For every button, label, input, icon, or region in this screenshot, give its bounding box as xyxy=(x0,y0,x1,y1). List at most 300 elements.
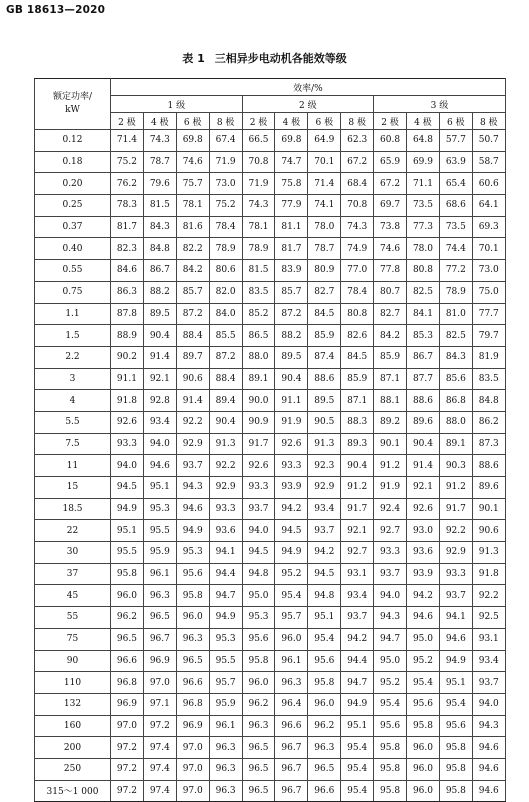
efficiency-cell: 97.0 xyxy=(176,780,209,802)
efficiency-cell: 89.7 xyxy=(176,346,209,368)
table-row xyxy=(35,672,506,694)
efficiency-cell: 58.7 xyxy=(472,151,505,173)
efficiency-cell: 91.8 xyxy=(111,390,144,412)
power-cell: 15 xyxy=(35,477,111,499)
efficiency-cell: 93.9 xyxy=(407,563,440,585)
efficiency-cell: 73.0 xyxy=(209,173,242,195)
efficiency-cell: 69.8 xyxy=(275,130,308,152)
efficiency-cell: 85.6 xyxy=(439,368,472,390)
efficiency-cell: 75.8 xyxy=(275,173,308,195)
efficiency-cell: 94.6 xyxy=(143,455,176,477)
efficiency-cell: 95.2 xyxy=(407,650,440,672)
efficiency-cell: 78.4 xyxy=(209,216,242,238)
power-cell: 0.20 xyxy=(35,173,111,195)
efficiency-cell: 96.2 xyxy=(111,607,144,629)
table-row xyxy=(35,216,506,238)
efficiency-cell: 62.3 xyxy=(341,130,374,152)
power-cell: 90 xyxy=(35,650,111,672)
table-row xyxy=(35,498,506,520)
efficiency-cell: 67.4 xyxy=(209,130,242,152)
efficiency-cell: 93.0 xyxy=(407,520,440,542)
efficiency-cell: 93.6 xyxy=(407,542,440,564)
pole-header: 8 极 xyxy=(472,113,505,130)
power-cell: 0.37 xyxy=(35,216,111,238)
efficiency-cell: 92.1 xyxy=(341,520,374,542)
efficiency-cell: 92.6 xyxy=(407,498,440,520)
efficiency-cell: 93.7 xyxy=(242,498,275,520)
efficiency-cell: 75.0 xyxy=(472,281,505,303)
pole-header: 2 极 xyxy=(242,113,275,130)
efficiency-cell: 82.7 xyxy=(308,281,341,303)
efficiency-cell: 93.3 xyxy=(209,498,242,520)
efficiency-cell: 90.4 xyxy=(341,455,374,477)
efficiency-cell: 94.5 xyxy=(308,563,341,585)
efficiency-cell: 78.0 xyxy=(407,238,440,260)
efficiency-cell: 94.6 xyxy=(472,780,505,802)
power-cell: 0.12 xyxy=(35,130,111,152)
efficiency-cell: 91.9 xyxy=(275,411,308,433)
table-row xyxy=(35,758,506,780)
efficiency-cell: 77.2 xyxy=(439,260,472,282)
efficiency-cell: 86.2 xyxy=(472,411,505,433)
efficiency-cell: 95.3 xyxy=(209,628,242,650)
efficiency-cell: 91.9 xyxy=(374,477,407,499)
table-row xyxy=(35,628,506,650)
efficiency-cell: 94.2 xyxy=(308,542,341,564)
efficiency-cell: 85.9 xyxy=(308,325,341,347)
efficiency-cell: 69.7 xyxy=(374,195,407,217)
efficiency-cell: 86.7 xyxy=(407,346,440,368)
efficiency-cell: 87.1 xyxy=(374,368,407,390)
efficiency-cell: 71.4 xyxy=(111,130,144,152)
efficiency-cell: 60.6 xyxy=(472,173,505,195)
efficiency-cell: 96.9 xyxy=(176,715,209,737)
efficiency-cell: 94.0 xyxy=(111,455,144,477)
efficiency-cell: 87.2 xyxy=(176,303,209,325)
pole-header: 6 极 xyxy=(308,113,341,130)
efficiency-cell: 91.2 xyxy=(341,477,374,499)
efficiency-cell: 91.1 xyxy=(275,390,308,412)
table-row xyxy=(35,737,506,759)
table-row xyxy=(35,455,506,477)
efficiency-cell: 95.3 xyxy=(143,498,176,520)
efficiency-cell: 96.5 xyxy=(111,628,144,650)
efficiency-cell: 67.2 xyxy=(374,173,407,195)
efficiency-cell: 90.0 xyxy=(242,390,275,412)
efficiency-cell: 75.7 xyxy=(176,173,209,195)
efficiency-cell: 94.7 xyxy=(209,585,242,607)
efficiency-cell: 89.6 xyxy=(407,411,440,433)
efficiency-cell: 96.6 xyxy=(176,672,209,694)
efficiency-cell: 81.7 xyxy=(111,216,144,238)
efficiency-cell: 96.5 xyxy=(308,758,341,780)
efficiency-cell: 78.3 xyxy=(111,195,144,217)
efficiency-cell: 84.8 xyxy=(472,390,505,412)
efficiency-cell: 86.3 xyxy=(111,281,144,303)
power-cell: 250 xyxy=(35,758,111,780)
efficiency-cell: 93.7 xyxy=(374,563,407,585)
pole-header: 4 极 xyxy=(407,113,440,130)
power-cell: 7.5 xyxy=(35,433,111,455)
efficiency-cell: 96.5 xyxy=(176,650,209,672)
power-cell: 37 xyxy=(35,563,111,585)
table-row xyxy=(35,433,506,455)
power-cell: 110 xyxy=(35,672,111,694)
efficiency-group-header: 效率/% xyxy=(111,79,506,96)
efficiency-cell: 95.8 xyxy=(407,715,440,737)
efficiency-cell: 85.7 xyxy=(176,281,209,303)
efficiency-cell: 95.4 xyxy=(308,628,341,650)
efficiency-cell: 94.7 xyxy=(341,672,374,694)
efficiency-cell: 78.1 xyxy=(176,195,209,217)
efficiency-cell: 96.4 xyxy=(275,693,308,715)
pole-header: 8 极 xyxy=(209,113,242,130)
efficiency-cell: 87.7 xyxy=(407,368,440,390)
efficiency-cell: 70.1 xyxy=(308,151,341,173)
efficiency-cell: 77.9 xyxy=(275,195,308,217)
efficiency-cell: 96.5 xyxy=(242,780,275,802)
efficiency-cell: 91.1 xyxy=(111,368,144,390)
efficiency-cell: 96.3 xyxy=(209,780,242,802)
efficiency-cell: 88.6 xyxy=(407,390,440,412)
efficiency-cell: 95.1 xyxy=(439,672,472,694)
efficiency-cell: 92.2 xyxy=(439,520,472,542)
efficiency-cell: 88.3 xyxy=(341,411,374,433)
efficiency-cell: 96.1 xyxy=(209,715,242,737)
efficiency-cell: 78.9 xyxy=(439,281,472,303)
efficiency-cell: 84.8 xyxy=(143,238,176,260)
efficiency-cell: 57.7 xyxy=(439,130,472,152)
table-row xyxy=(35,563,506,585)
efficiency-cell: 96.3 xyxy=(242,715,275,737)
efficiency-cell: 96.0 xyxy=(407,758,440,780)
efficiency-cell: 92.2 xyxy=(176,411,209,433)
efficiency-cell: 96.6 xyxy=(275,715,308,737)
efficiency-cell: 92.2 xyxy=(209,455,242,477)
efficiency-cell: 69.9 xyxy=(407,151,440,173)
efficiency-cell: 94.2 xyxy=(407,585,440,607)
efficiency-cell: 97.1 xyxy=(143,693,176,715)
efficiency-cell: 85.3 xyxy=(407,325,440,347)
efficiency-cell: 79.6 xyxy=(143,173,176,195)
efficiency-cell: 96.3 xyxy=(176,628,209,650)
efficiency-cell: 96.0 xyxy=(242,672,275,694)
efficiency-cell: 88.0 xyxy=(439,411,472,433)
efficiency-cell: 97.0 xyxy=(143,672,176,694)
efficiency-cell: 74.3 xyxy=(341,216,374,238)
table-row xyxy=(35,368,506,390)
efficiency-cell: 66.5 xyxy=(242,130,275,152)
efficiency-cell: 90.4 xyxy=(275,368,308,390)
table-row xyxy=(35,477,506,499)
table-body xyxy=(35,130,506,802)
efficiency-cell: 94.2 xyxy=(275,498,308,520)
efficiency-cell: 92.4 xyxy=(374,498,407,520)
power-cell: 160 xyxy=(35,715,111,737)
efficiency-cell: 90.5 xyxy=(308,411,341,433)
power-cell: 55 xyxy=(35,607,111,629)
efficiency-cell: 94.9 xyxy=(209,607,242,629)
efficiency-cell: 95.5 xyxy=(209,650,242,672)
pole-header: 4 极 xyxy=(143,113,176,130)
efficiency-cell: 94.5 xyxy=(242,542,275,564)
table-row xyxy=(35,346,506,368)
efficiency-cell: 90.2 xyxy=(111,346,144,368)
efficiency-cell: 95.8 xyxy=(308,672,341,694)
efficiency-cell: 96.3 xyxy=(143,585,176,607)
efficiency-cell: 83.5 xyxy=(242,281,275,303)
efficiency-cell: 84.6 xyxy=(111,260,144,282)
efficiency-cell: 95.9 xyxy=(143,542,176,564)
efficiency-cell: 84.2 xyxy=(176,260,209,282)
pole-header: 6 极 xyxy=(176,113,209,130)
efficiency-cell: 78.7 xyxy=(143,151,176,173)
efficiency-cell: 96.7 xyxy=(275,780,308,802)
efficiency-cell: 85.9 xyxy=(374,346,407,368)
efficiency-cell: 89.1 xyxy=(242,368,275,390)
efficiency-cell: 95.4 xyxy=(341,737,374,759)
pole-header: 6 极 xyxy=(439,113,472,130)
efficiency-cell: 93.4 xyxy=(143,411,176,433)
efficiency-cell: 74.3 xyxy=(242,195,275,217)
efficiency-cell: 92.5 xyxy=(472,607,505,629)
efficiency-cell: 90.1 xyxy=(472,498,505,520)
grade-header: 1 级 xyxy=(111,96,243,113)
rated-power-label: 额定功率/ xyxy=(52,92,93,102)
efficiency-cell: 94.4 xyxy=(341,650,374,672)
efficiency-cell: 95.7 xyxy=(209,672,242,694)
efficiency-cell: 74.7 xyxy=(275,151,308,173)
efficiency-cell: 91.4 xyxy=(407,455,440,477)
efficiency-cell: 94.9 xyxy=(439,650,472,672)
power-cell: 0.25 xyxy=(35,195,111,217)
efficiency-cell: 95.8 xyxy=(111,563,144,585)
efficiency-cell: 85.9 xyxy=(341,368,374,390)
efficiency-cell: 92.9 xyxy=(439,542,472,564)
efficiency-cell: 81.7 xyxy=(275,238,308,260)
efficiency-cell: 65.4 xyxy=(439,173,472,195)
efficiency-cell: 78.1 xyxy=(242,216,275,238)
efficiency-cell: 96.7 xyxy=(143,628,176,650)
efficiency-cell: 95.8 xyxy=(439,737,472,759)
efficiency-cell: 89.5 xyxy=(143,303,176,325)
efficiency-cell: 91.3 xyxy=(209,433,242,455)
efficiency-cell: 96.7 xyxy=(275,737,308,759)
efficiency-cell: 94.8 xyxy=(242,563,275,585)
efficiency-cell: 88.2 xyxy=(275,325,308,347)
efficiency-cell: 92.8 xyxy=(143,390,176,412)
efficiency-cell: 82.6 xyxy=(341,325,374,347)
efficiency-cell: 93.4 xyxy=(341,585,374,607)
efficiency-cell: 82.2 xyxy=(176,238,209,260)
efficiency-cell: 77.3 xyxy=(407,216,440,238)
pole-header: 2 极 xyxy=(374,113,407,130)
table-row xyxy=(35,238,506,260)
efficiency-cell: 94.9 xyxy=(275,542,308,564)
efficiency-cell: 85.5 xyxy=(209,325,242,347)
power-cell: 2.2 xyxy=(35,346,111,368)
efficiency-cell: 97.0 xyxy=(176,737,209,759)
efficiency-cell: 91.3 xyxy=(308,433,341,455)
table-row xyxy=(35,260,506,282)
efficiency-cell: 88.9 xyxy=(111,325,144,347)
efficiency-cell: 74.1 xyxy=(308,195,341,217)
efficiency-cell: 91.4 xyxy=(143,346,176,368)
efficiency-cell: 90.1 xyxy=(374,433,407,455)
efficiency-cell: 94.6 xyxy=(472,758,505,780)
efficiency-cell: 92.1 xyxy=(143,368,176,390)
efficiency-cell: 85.7 xyxy=(275,281,308,303)
efficiency-cell: 94.0 xyxy=(374,585,407,607)
efficiency-cell: 82.7 xyxy=(374,303,407,325)
efficiency-cell: 90.4 xyxy=(209,411,242,433)
efficiency-cell: 94.6 xyxy=(472,737,505,759)
efficiency-cell: 93.3 xyxy=(242,477,275,499)
table-row xyxy=(35,520,506,542)
efficiency-cell: 80.7 xyxy=(374,281,407,303)
efficiency-cell: 60.8 xyxy=(374,130,407,152)
efficiency-cell: 96.3 xyxy=(209,737,242,759)
table-row xyxy=(35,325,506,347)
efficiency-cell: 89.6 xyxy=(472,477,505,499)
efficiency-cell: 94.6 xyxy=(407,607,440,629)
efficiency-cell: 70.8 xyxy=(242,151,275,173)
efficiency-cell: 96.0 xyxy=(407,737,440,759)
efficiency-cell: 91.3 xyxy=(472,542,505,564)
table-row xyxy=(35,411,506,433)
power-cell: 315～1 000 xyxy=(35,780,111,802)
efficiency-cell: 88.1 xyxy=(374,390,407,412)
table-row xyxy=(35,542,506,564)
efficiency-cell: 84.3 xyxy=(143,216,176,238)
efficiency-cell: 83.9 xyxy=(275,260,308,282)
efficiency-cell: 81.5 xyxy=(143,195,176,217)
efficiency-cell: 68.6 xyxy=(439,195,472,217)
efficiency-cell: 95.1 xyxy=(143,477,176,499)
table-row xyxy=(35,693,506,715)
efficiency-cell: 91.2 xyxy=(374,455,407,477)
power-cell: 0.18 xyxy=(35,151,111,173)
efficiency-cell: 92.9 xyxy=(209,477,242,499)
efficiency-cell: 86.8 xyxy=(439,390,472,412)
efficiency-cell: 84.1 xyxy=(407,303,440,325)
efficiency-cell: 91.7 xyxy=(439,498,472,520)
efficiency-cell: 75.2 xyxy=(209,195,242,217)
efficiency-cell: 97.0 xyxy=(111,715,144,737)
efficiency-cell: 90.9 xyxy=(242,411,275,433)
efficiency-cell: 94.7 xyxy=(374,628,407,650)
efficiency-cell: 77.0 xyxy=(341,260,374,282)
efficiency-cell: 95.4 xyxy=(275,585,308,607)
efficiency-cell: 96.0 xyxy=(176,607,209,629)
efficiency-cell: 96.8 xyxy=(176,693,209,715)
power-cell: 1.1 xyxy=(35,303,111,325)
efficiency-cell: 78.9 xyxy=(209,238,242,260)
efficiency-cell: 95.2 xyxy=(275,563,308,585)
pole-header: 8 极 xyxy=(341,113,374,130)
power-cell: 1.5 xyxy=(35,325,111,347)
efficiency-cell: 88.0 xyxy=(242,346,275,368)
efficiency-cell: 83.5 xyxy=(472,368,505,390)
efficiency-cell: 93.7 xyxy=(308,520,341,542)
efficiency-cell: 73.5 xyxy=(439,216,472,238)
efficiency-cell: 89.1 xyxy=(439,433,472,455)
efficiency-cell: 96.3 xyxy=(275,672,308,694)
table-row xyxy=(35,607,506,629)
table-row xyxy=(35,650,506,672)
efficiency-cell: 95.8 xyxy=(374,780,407,802)
efficiency-cell: 92.6 xyxy=(111,411,144,433)
efficiency-cell: 64.1 xyxy=(472,195,505,217)
efficiency-cell: 85.2 xyxy=(242,303,275,325)
efficiency-cell: 94.4 xyxy=(209,563,242,585)
efficiency-cell: 87.4 xyxy=(308,346,341,368)
efficiency-cell: 84.5 xyxy=(341,346,374,368)
efficiency-cell: 90.6 xyxy=(176,368,209,390)
power-cell: 18.5 xyxy=(35,498,111,520)
table-row xyxy=(35,130,506,152)
efficiency-cell: 90.6 xyxy=(472,520,505,542)
efficiency-cell: 94.1 xyxy=(209,542,242,564)
table-head xyxy=(35,79,506,130)
efficiency-cell: 95.6 xyxy=(242,628,275,650)
efficiency-cell: 88.6 xyxy=(308,368,341,390)
efficiency-cell: 74.4 xyxy=(439,238,472,260)
efficiency-cell: 94.3 xyxy=(374,607,407,629)
efficiency-cell: 95.8 xyxy=(374,758,407,780)
efficiency-cell: 95.8 xyxy=(439,758,472,780)
power-cell: 3 xyxy=(35,368,111,390)
efficiency-cell: 92.1 xyxy=(407,477,440,499)
efficiency-cell: 96.9 xyxy=(143,650,176,672)
efficiency-cell: 94.9 xyxy=(176,520,209,542)
efficiency-cell: 78.9 xyxy=(242,238,275,260)
efficiency-cell: 70.8 xyxy=(341,195,374,217)
efficiency-cell: 77.8 xyxy=(374,260,407,282)
efficiency-cell: 71.4 xyxy=(308,173,341,195)
table-row xyxy=(35,173,506,195)
efficiency-cell: 87.1 xyxy=(341,390,374,412)
efficiency-cell: 76.2 xyxy=(111,173,144,195)
efficiency-cell: 94.5 xyxy=(111,477,144,499)
efficiency-cell: 95.9 xyxy=(209,693,242,715)
efficiency-cell: 95.6 xyxy=(407,693,440,715)
power-cell: 0.40 xyxy=(35,238,111,260)
efficiency-cell: 74.9 xyxy=(341,238,374,260)
efficiency-cell: 69.3 xyxy=(472,216,505,238)
efficiency-cell: 96.0 xyxy=(111,585,144,607)
efficiency-cell: 96.6 xyxy=(308,780,341,802)
efficiency-cell: 84.5 xyxy=(308,303,341,325)
efficiency-cell: 96.5 xyxy=(143,607,176,629)
efficiency-cell: 91.7 xyxy=(242,433,275,455)
efficiency-cell: 67.2 xyxy=(341,151,374,173)
efficiency-cell: 86.7 xyxy=(143,260,176,282)
table-row xyxy=(35,195,506,217)
power-cell: 30 xyxy=(35,542,111,564)
efficiency-cell: 93.7 xyxy=(472,672,505,694)
efficiency-cell: 95.4 xyxy=(374,693,407,715)
efficiency-cell: 95.1 xyxy=(111,520,144,542)
efficiency-cell: 93.7 xyxy=(439,585,472,607)
efficiency-cell: 90.4 xyxy=(407,433,440,455)
efficiency-cell: 96.2 xyxy=(242,693,275,715)
efficiency-cell: 80.8 xyxy=(341,303,374,325)
efficiency-cell: 92.7 xyxy=(341,542,374,564)
efficiency-cell: 82.5 xyxy=(407,281,440,303)
efficiency-cell: 80.6 xyxy=(209,260,242,282)
efficiency-cell: 96.0 xyxy=(308,693,341,715)
